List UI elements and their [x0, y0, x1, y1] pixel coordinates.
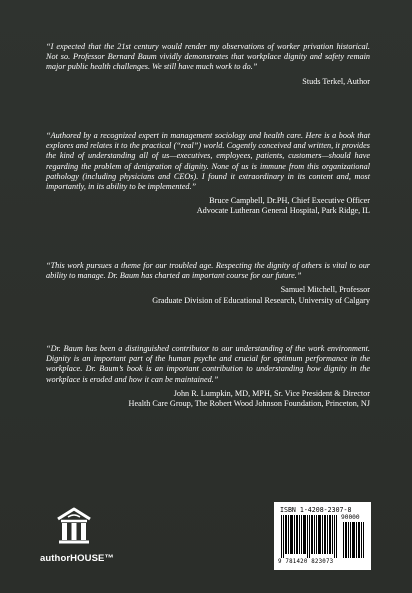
barcode-number: 9 781420 823073 — [278, 559, 334, 565]
quote-studs-terkel — [46, 42, 370, 87]
price-barcode-bars — [343, 522, 365, 558]
attribution-line: John R. Lumpkin, MD, MPH, Sr. Vice President & Director — [173, 388, 370, 398]
publisher-name: authorHOUSE™ — [40, 553, 115, 564]
price-code: 90000 — [341, 514, 360, 521]
quote-text: “Dr. Baum has been a distinguished contributor to our understanding of the work environment. Dignity is an important part of the human psyche and crucial for optimum performance in the workplace. Dr. Baum’s book is an important contribution to understanding how dignity in the workplace is eroded and how it can be maintained.” — [46, 344, 370, 384]
quote-attribution — [46, 285, 370, 305]
quote-attribution — [46, 389, 370, 409]
attribution-line: Studs Terkel, Author — [302, 76, 370, 86]
attribution-line: Health Care Group, The Robert Wood Johnson Foundation, Princeton, NJ — [128, 399, 370, 409]
attribution-line: Samuel Mitchell, Professor — [280, 285, 370, 295]
isbn-text: ISBN 1-4208-2307-8 — [280, 506, 352, 514]
quote-samuel-mitchell — [46, 261, 370, 306]
ean-barcode-bars — [281, 515, 339, 558]
quote-attribution — [46, 196, 370, 216]
isbn-barcode — [274, 502, 371, 570]
quote-text: “I expected that the 21st century would render my observations of worker privation historical. Not so. Professor Bernard Baum vividly demonstrates that workplace dignity and safety remain major public health challenges. We still have much work to do.” — [46, 42, 370, 72]
author-house-building-icon — [55, 505, 93, 549]
attribution-line: Graduate Division of Educational Research, University of Calgary — [152, 295, 370, 305]
quote-john-lumpkin — [46, 344, 370, 409]
quote-text: “This work pursues a theme for our troubled age. Respecting the dignity of others is vital to our ability to manage. Dr. Baum has charted an important course for our future.” — [46, 261, 370, 281]
quote-text: “Authored by a recognized expert in management sociology and health care. Here is a book that explores and relates it to the practical (“real”) world. Cogently conceived and written, it provides the kind of understanding all of us—executives, employees, patients, customers—should have regarding the problem of denigration of dignity. None of us is immune from this organizational pathology (including physicians and CEOs). I found it extraordinary in its content and, most importantly, in its ability to be implemented.” — [46, 131, 370, 192]
quote-bruce-campbell — [46, 131, 370, 217]
quote-attribution — [46, 77, 370, 87]
publisher-logo — [40, 505, 115, 573]
attribution-line: Advocate Lutheran General Hospital, Park Ridge, IL — [196, 206, 370, 216]
attribution-line: Bruce Campbell, Dr.PH, Chief Executive Officer — [209, 196, 370, 206]
